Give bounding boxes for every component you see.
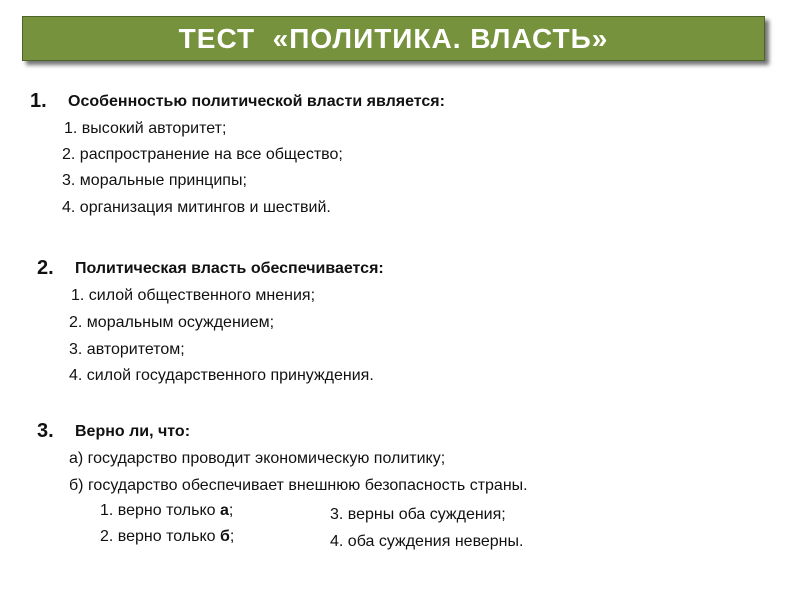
question-2-text: Политическая власть обеспечивается: <box>75 260 384 277</box>
question-2-option-1: 1. силой общественного мнения; <box>71 287 316 304</box>
question-1-option-2: 2. распространение на все общество; <box>62 146 343 163</box>
question-3-answer-4: 4. оба суждения неверны. <box>330 533 524 550</box>
question-3-statement-a: а) государство проводит экономическую политику; <box>69 450 446 467</box>
answer-1-letter: а <box>219 502 229 519</box>
question-1-option-1: 1. высокий авторитет; <box>64 120 227 137</box>
answer-2-letter: б <box>219 528 230 545</box>
question-2-option-4: 4. силой государственного принуждения. <box>69 367 374 384</box>
question-2-option-2: 2. моральным осуждением; <box>69 314 275 331</box>
question-2-number: 2. <box>37 257 54 279</box>
title-banner <box>22 16 765 61</box>
answer-2-prefix: 2. верно только <box>100 528 220 545</box>
question-3-statement-b: б) государство обеспечивает внешнюю безопасность страны. <box>69 477 528 494</box>
question-1-number: 1. <box>30 90 47 112</box>
question-3-answer-1 <box>100 502 233 520</box>
question-3-text: Верно ли, что: <box>75 423 191 440</box>
question-1-text: Особенностью политической власти является: <box>68 93 445 110</box>
question-1-option-3: 3. моральные принципы; <box>62 172 247 189</box>
question-1-option-4: 4. организация митингов и шествий. <box>62 199 331 216</box>
page-title: ТЕСТ «ПОЛИТИКА. ВЛАСТЬ» <box>178 22 609 54</box>
question-3-number: 3. <box>37 420 54 442</box>
question-3-answer-2 <box>100 528 234 546</box>
question-2-option-3: 3. авторитетом; <box>69 341 185 358</box>
answer-1-prefix: 1. верно только <box>100 502 220 519</box>
question-3-answer-3: 3. верны оба суждения; <box>330 506 506 523</box>
answer-2-suffix: ; <box>229 528 235 545</box>
answer-1-suffix: ; <box>228 502 234 519</box>
